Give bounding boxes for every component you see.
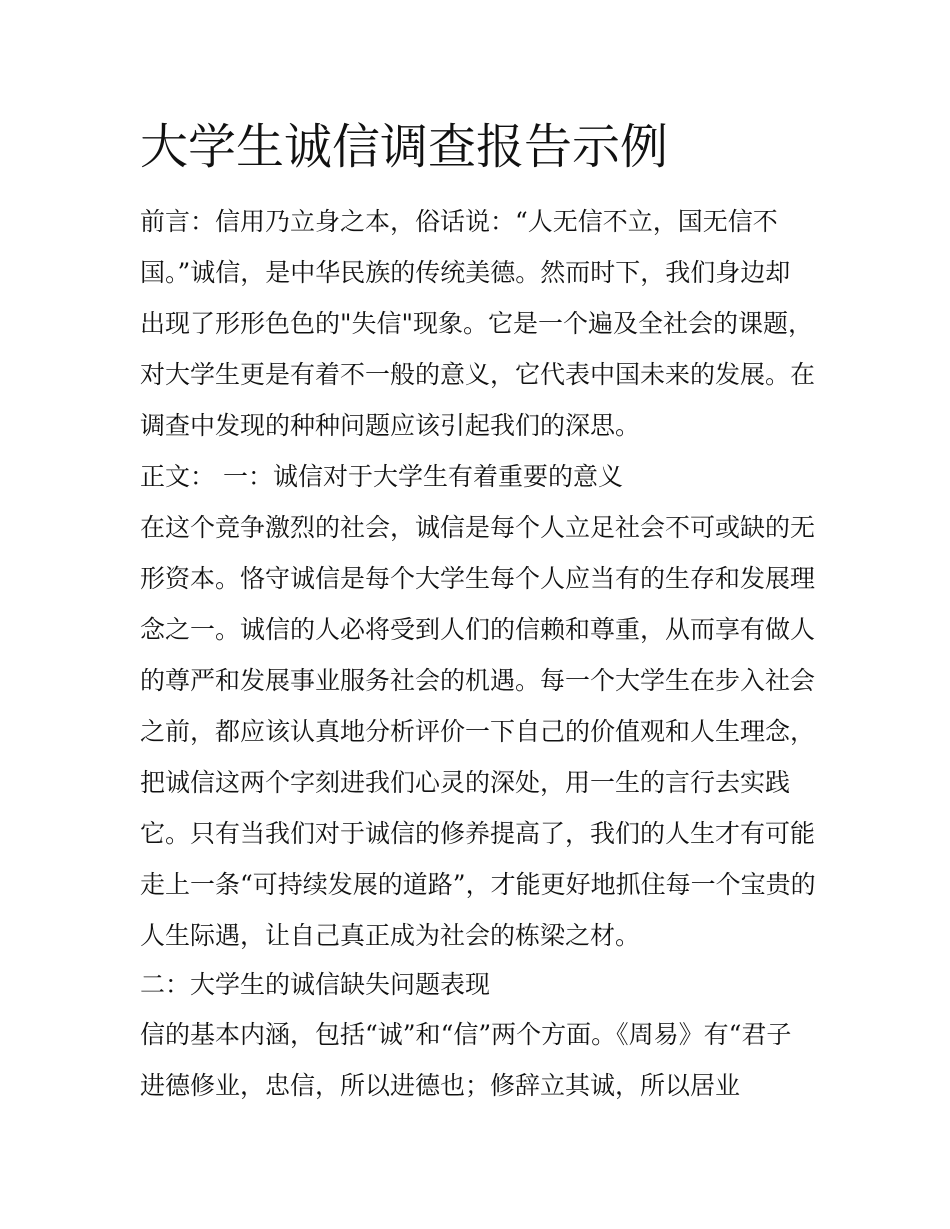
body-line: 的尊严和发展事业服务社会的机遇。每一个大学生在步入社会 bbox=[140, 666, 816, 695]
body-line: 念之一。诚信的人必将受到人们的信赖和尊重，从而享有做人 bbox=[140, 615, 816, 644]
body-line: 形资本。恪守诚信是每个大学生每个人应当有的生存和发展理 bbox=[140, 564, 816, 593]
body-line: 把诚信这两个字刻进我们心灵的深处，用一生的言行去实践 bbox=[140, 768, 791, 797]
body-line: 调查中发现的种种问题应该引起我们的深思。 bbox=[140, 411, 641, 440]
body-line: 进德修业，忠信，所以进德也；修辞立其诚，所以居业 bbox=[140, 1071, 741, 1100]
body-line-preface: 前言：信用乃立身之本，俗话说：“人无信不立，国无信不 bbox=[140, 207, 778, 236]
body-line: 信的基本内涵，包括“诚”和“信”两个方面。《周易》有“君子 bbox=[140, 1020, 792, 1049]
body-line: 在这个竞争激烈的社会，诚信是每个人立足社会不可或缺的无 bbox=[140, 513, 816, 542]
body-line: 它。只有当我们对于诚信的修养提高了，我们的人生才有可能 bbox=[140, 819, 816, 848]
body-line: 国。”诚信，是中华民族的传统美德。然而时下，我们身边却 bbox=[140, 258, 791, 287]
section-heading-1: 正文： 一：诚信对于大学生有着重要的意义 bbox=[140, 462, 623, 491]
section-heading-2: 二：大学生的诚信缺失问题表现 bbox=[140, 970, 491, 999]
body-line: 之前，都应该认真地分析评价一下自己的价值观和人生理念， bbox=[140, 717, 816, 746]
body-line: 人生际遇，让自己真正成为社会的栋梁之材。 bbox=[140, 921, 641, 950]
document-title: 大学生诚信调查报告示例 bbox=[140, 119, 669, 175]
body-line: 走上一条“可持续发展的道路”，才能更好地抓住每一个宝贵的 bbox=[140, 870, 816, 899]
body-line: 对大学生更是有着不一般的意义，它代表中国未来的发展。在 bbox=[140, 360, 816, 389]
body-line: 出现了形形色色的"失信"现象。它是一个遍及全社会的课题， bbox=[140, 309, 814, 338]
